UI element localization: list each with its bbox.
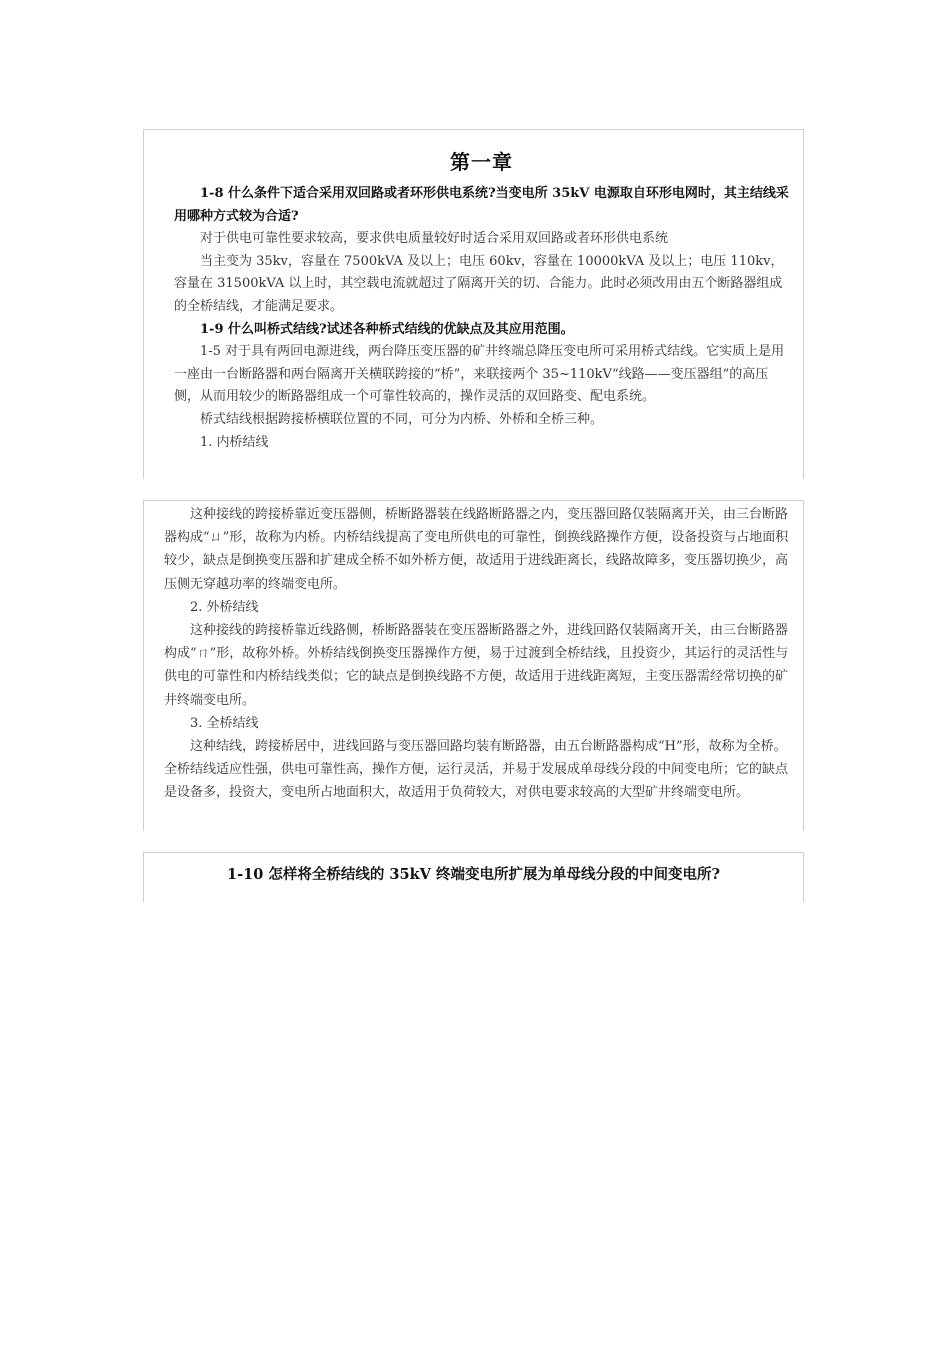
text-panel-3 [143,852,804,902]
item3-body: 这种结线，跨接桥居中，进线回路与变压器回路均装有断路器，由五台断路器构成“H”形，故称为全桥。全桥结线适应性强，供电可靠性高，操作方便，运行灵活，并易于发展成单母线分段的中间变电所；它的缺点是设备多，投资大，变电所占地面积大，故适用于负荷较大，对供电要求较高的大型矿井终端变电所。 [164,739,789,801]
answer-1-9-para1: 1-5 对于具有两回电源进线，两台降压变压器的矿井终端总降压变电所可采用桥式结线。它实质上是用一座由一台断路器和两台隔离开关横联跨接的“桥”，来联接两个 35~110kV“线路——变压器组”的高压侧，从而用较少的断路器组成一个可靠性较高的，操作灵活的双回路变、配电系统。 [174,344,785,405]
item2-body: 这种接线的跨接桥靠近线路侧，桥断路器装在变压器断路器之外，进线回路仅装隔离开关，由三台断路器构成“ㄇ”形，故称外桥。外桥结线倒换变压器操作方便，易于过渡到全桥结线，且投资少，其运行的灵活性与供电的可靠性和内桥结线类似；它的缺点是倒换线路不方便，故适用于进线距离短，主变压器需经常切换的矿井终端变电所。 [164,623,789,708]
answer-1-8-line2: 当主变为 35kv，容量在 7500kVA 及以上；电压 60kv，容量在 10000kVA 及以上；电压 110kv，容量在 31500kVA 以上时，其空载电流就超过了隔离开关的切、合能力。此时必须改用由五个断路器组成的全桥结线，才能满足要求。 [174,253,784,314]
item1-body: 这种接线的跨接桥靠近变压器侧，桥断路器装在线路断路器之内，变压器回路仅装隔离开关，由三台断路器构成“ㄩ”形，故称为内桥。内桥结线提高了变电所供电的可靠性，倒换线路操作方便，设备投资与占地面积较少，缺点是倒换变压器和扩建成全桥不如外桥方便，故适用于进线距离长，线路故障多，变压器切换少，高压侧无穿越功率的终端变电所。 [164,507,789,592]
chapter-title: 第一章 [450,150,513,174]
item3-heading: 3. 全桥结线 [190,715,259,731]
text-panel-2 [143,500,804,831]
question-1-8: 1-8 什么条件下适合采用双回路或者环形供电系统?当变电所 35kV 电源取自环形电网时，其主结线采用哪种方式较为合适? [174,186,789,224]
answer-1-8-line1: 对于供电可靠性要求较高，要求供电质量较好时适合采用双回路或者环形供电系统 [200,231,669,247]
item1-heading: 1. 内桥结线 [200,434,269,450]
text-panel-1 [143,129,804,479]
answer-1-9-para2: 桥式结线根据跨接桥横联位置的不同，可分为内桥、外桥和全桥三种。 [200,411,604,427]
item2-heading: 2. 外桥结线 [190,599,259,615]
question-1-10: 1-10 怎样将全桥结线的 35kV 终端变电所扩展为单母线分段的中间变电所? [227,866,720,883]
question-1-9: 1-9 什么叫桥式结线?试述各种桥式结线的优缺点及其应用范围。 [200,321,574,337]
